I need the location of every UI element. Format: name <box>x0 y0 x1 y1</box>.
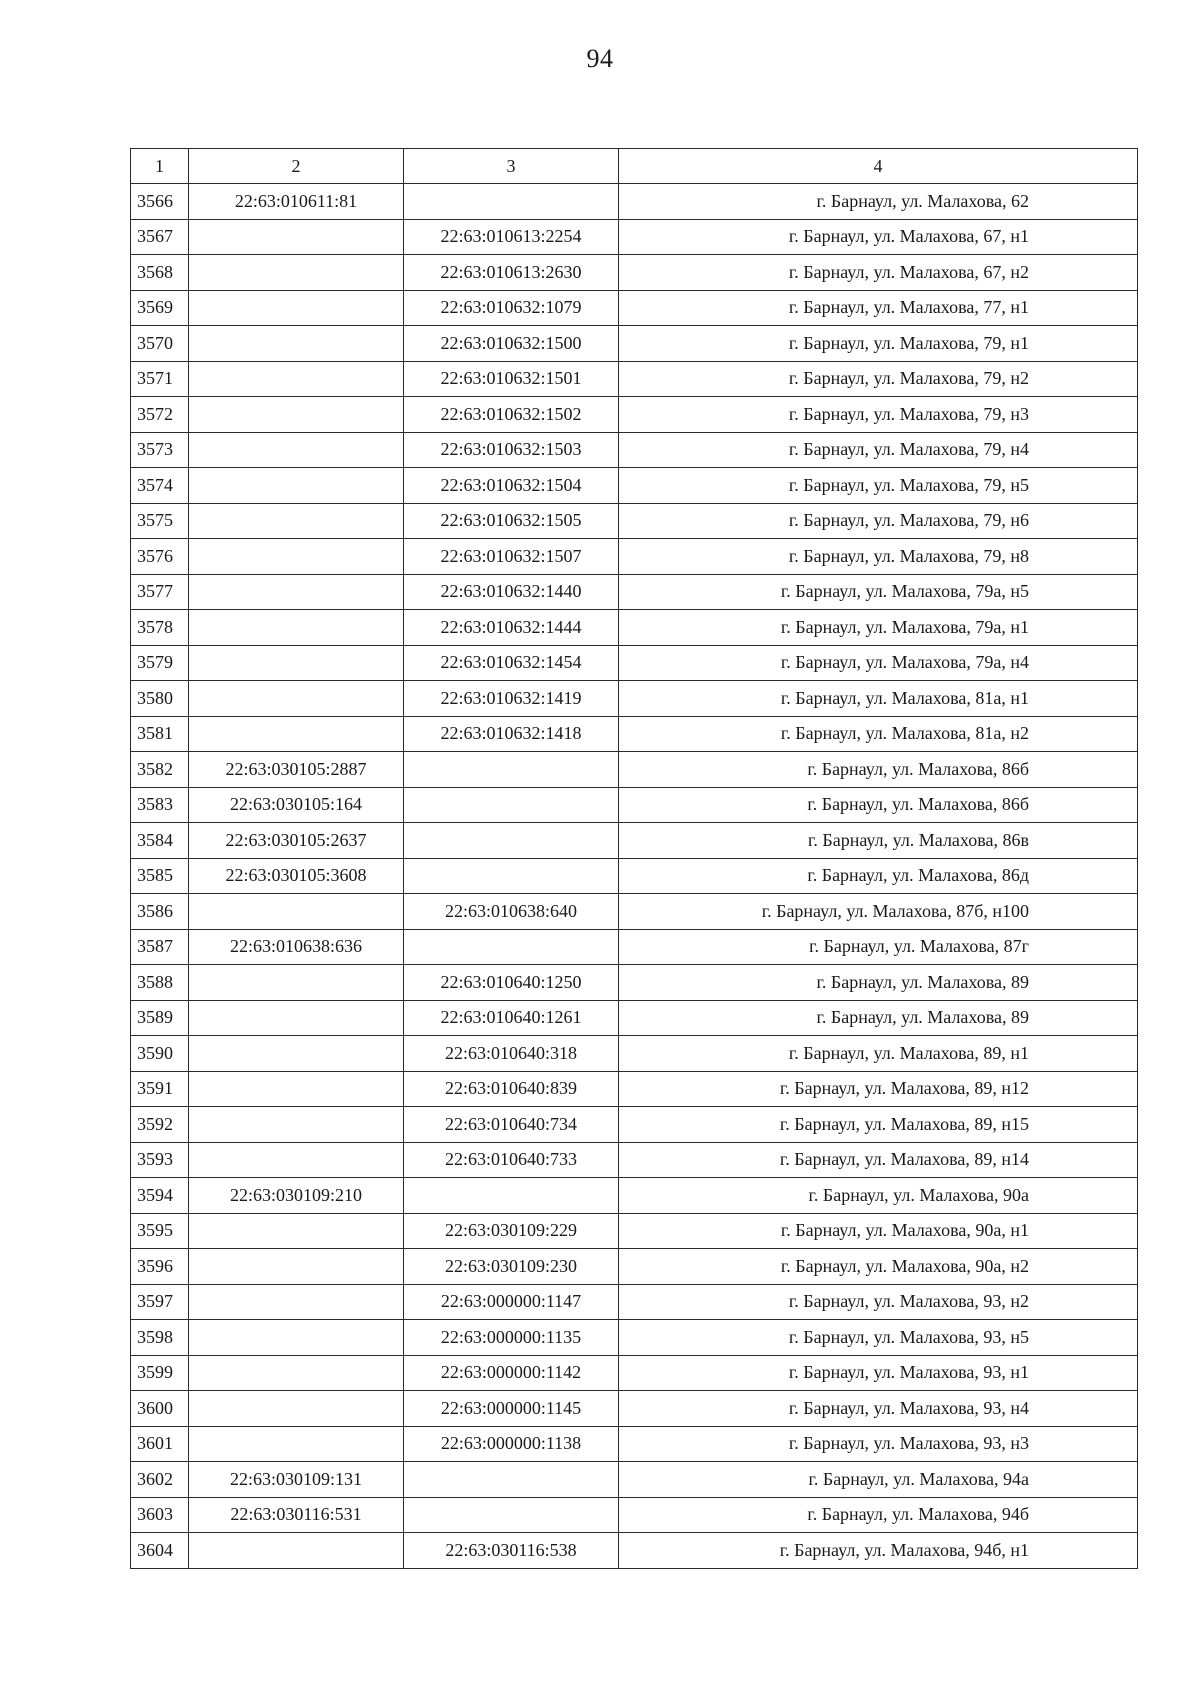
address-cell: г. Барнаул, ул. Малахова, 89 <box>619 965 1138 1001</box>
address-cell: г. Барнаул, ул. Малахова, 93, н4 <box>619 1391 1138 1427</box>
land-cadastral-number-cell <box>189 219 404 255</box>
address-cell: г. Барнаул, ул. Малахова, 89, н15 <box>619 1107 1138 1143</box>
table-row <box>131 681 1138 717</box>
table-row <box>131 1284 1138 1320</box>
land-cadastral-number-cell <box>189 965 404 1001</box>
object-cadastral-number-cell: 22:63:000000:1135 <box>404 1320 619 1356</box>
row-number-cell: 3590 <box>131 1036 189 1072</box>
address-cell: г. Барнаул, ул. Малахова, 86б <box>619 787 1138 823</box>
column-header-1: 1 <box>131 149 189 184</box>
address-cell: г. Барнаул, ул. Малахова, 79, н3 <box>619 397 1138 433</box>
table-row <box>131 1107 1138 1143</box>
row-number-cell: 3578 <box>131 610 189 646</box>
row-number-cell: 3598 <box>131 1320 189 1356</box>
land-cadastral-number-cell: 22:63:030109:131 <box>189 1462 404 1498</box>
object-cadastral-number-cell: 22:63:030109:229 <box>404 1213 619 1249</box>
object-cadastral-number-cell: 22:63:010632:1419 <box>404 681 619 717</box>
table-row <box>131 1142 1138 1178</box>
table-row <box>131 1249 1138 1285</box>
object-cadastral-number-cell: 22:63:010638:640 <box>404 894 619 930</box>
object-cadastral-number-cell: 22:63:010632:1507 <box>404 539 619 575</box>
object-cadastral-number-cell: 22:63:010640:1250 <box>404 965 619 1001</box>
land-cadastral-number-cell <box>189 1213 404 1249</box>
object-cadastral-number-cell <box>404 787 619 823</box>
land-cadastral-number-cell: 22:63:030109:210 <box>189 1178 404 1214</box>
address-cell: г. Барнаул, ул. Малахова, 86д <box>619 858 1138 894</box>
table-row <box>131 219 1138 255</box>
land-cadastral-number-cell <box>189 255 404 291</box>
table-row <box>131 752 1138 788</box>
land-cadastral-number-cell <box>189 1391 404 1427</box>
row-number-cell: 3586 <box>131 894 189 930</box>
row-number-cell: 3585 <box>131 858 189 894</box>
land-cadastral-number-cell <box>189 1107 404 1143</box>
table-row <box>131 1355 1138 1391</box>
table-body <box>131 184 1138 1569</box>
table-row <box>131 184 1138 220</box>
page-number: 94 <box>586 44 614 73</box>
object-cadastral-number-cell: 22:63:000000:1147 <box>404 1284 619 1320</box>
row-number-cell: 3604 <box>131 1533 189 1569</box>
table-row <box>131 1533 1138 1569</box>
table-row <box>131 1000 1138 1036</box>
row-number-cell: 3599 <box>131 1355 189 1391</box>
row-number-cell: 3593 <box>131 1142 189 1178</box>
land-cadastral-number-cell <box>189 1355 404 1391</box>
address-cell: г. Барнаул, ул. Малахова, 94б, н1 <box>619 1533 1138 1569</box>
object-cadastral-number-cell: 22:63:030116:538 <box>404 1533 619 1569</box>
land-cadastral-number-cell <box>189 1071 404 1107</box>
object-cadastral-number-cell: 22:63:010632:1079 <box>404 290 619 326</box>
address-cell: г. Барнаул, ул. Малахова, 79а, н1 <box>619 610 1138 646</box>
row-number-cell: 3594 <box>131 1178 189 1214</box>
object-cadastral-number-cell <box>404 1462 619 1498</box>
object-cadastral-number-cell: 22:63:010632:1503 <box>404 432 619 468</box>
table-row <box>131 574 1138 610</box>
land-cadastral-number-cell <box>189 326 404 362</box>
table-row <box>131 468 1138 504</box>
address-cell: г. Барнаул, ул. Малахова, 93, н2 <box>619 1284 1138 1320</box>
address-cell: г. Барнаул, ул. Малахова, 86б <box>619 752 1138 788</box>
land-cadastral-number-cell <box>189 681 404 717</box>
row-number-cell: 3602 <box>131 1462 189 1498</box>
table-row <box>131 290 1138 326</box>
object-cadastral-number-cell: 22:63:010632:1454 <box>404 645 619 681</box>
land-cadastral-number-cell <box>189 397 404 433</box>
object-cadastral-number-cell: 22:63:030109:230 <box>404 1249 619 1285</box>
address-cell: г. Барнаул, ул. Малахова, 93, н5 <box>619 1320 1138 1356</box>
land-cadastral-number-cell: 22:63:030105:164 <box>189 787 404 823</box>
table-row <box>131 1071 1138 1107</box>
address-cell: г. Барнаул, ул. Малахова, 77, н1 <box>619 290 1138 326</box>
object-cadastral-number-cell: 22:63:010632:1501 <box>404 361 619 397</box>
address-cell: г. Барнаул, ул. Малахова, 79а, н5 <box>619 574 1138 610</box>
address-cell: г. Барнаул, ул. Малахова, 79, н2 <box>619 361 1138 397</box>
land-cadastral-number-cell <box>189 894 404 930</box>
land-cadastral-number-cell <box>189 1142 404 1178</box>
object-cadastral-number-cell: 22:63:010640:318 <box>404 1036 619 1072</box>
land-cadastral-number-cell: 22:63:030105:2887 <box>189 752 404 788</box>
land-cadastral-number-cell <box>189 503 404 539</box>
address-cell: г. Барнаул, ул. Малахова, 90а <box>619 1178 1138 1214</box>
object-cadastral-number-cell: 22:63:010632:1418 <box>404 716 619 752</box>
land-cadastral-number-cell: 22:63:030116:531 <box>189 1497 404 1533</box>
table-row <box>131 539 1138 575</box>
address-cell: г. Барнаул, ул. Малахова, 89 <box>619 1000 1138 1036</box>
land-cadastral-number-cell: 22:63:010638:636 <box>189 929 404 965</box>
row-number-cell: 3576 <box>131 539 189 575</box>
land-cadastral-number-cell <box>189 468 404 504</box>
object-cadastral-number-cell: 22:63:010632:1444 <box>404 610 619 646</box>
land-cadastral-number-cell: 22:63:030105:3608 <box>189 858 404 894</box>
table-row <box>131 432 1138 468</box>
land-cadastral-number-cell <box>189 361 404 397</box>
address-cell: г. Барнаул, ул. Малахова, 67, н1 <box>619 219 1138 255</box>
address-cell: г. Барнаул, ул. Малахова, 89, н12 <box>619 1071 1138 1107</box>
land-cadastral-number-cell <box>189 716 404 752</box>
table-row <box>131 1320 1138 1356</box>
table-row <box>131 965 1138 1001</box>
object-cadastral-number-cell <box>404 1178 619 1214</box>
address-cell: г. Барнаул, ул. Малахова, 93, н1 <box>619 1355 1138 1391</box>
object-cadastral-number-cell: 22:63:010640:1261 <box>404 1000 619 1036</box>
row-number-cell: 3584 <box>131 823 189 859</box>
row-number-cell: 3567 <box>131 219 189 255</box>
table-row <box>131 716 1138 752</box>
table-row <box>131 1178 1138 1214</box>
address-cell: г. Барнаул, ул. Малахова, 93, н3 <box>619 1426 1138 1462</box>
table-row <box>131 610 1138 646</box>
land-cadastral-number-cell <box>189 290 404 326</box>
row-number-cell: 3581 <box>131 716 189 752</box>
table-row <box>131 929 1138 965</box>
address-cell: г. Барнаул, ул. Малахова, 89, н1 <box>619 1036 1138 1072</box>
table-row <box>131 361 1138 397</box>
table-row <box>131 823 1138 859</box>
row-number-cell: 3603 <box>131 1497 189 1533</box>
object-cadastral-number-cell: 22:63:010632:1505 <box>404 503 619 539</box>
object-cadastral-number-cell: 22:63:010613:2630 <box>404 255 619 291</box>
address-cell: г. Барнаул, ул. Малахова, 67, н2 <box>619 255 1138 291</box>
row-number-cell: 3597 <box>131 1284 189 1320</box>
object-cadastral-number-cell: 22:63:010632:1500 <box>404 326 619 362</box>
row-number-cell: 3580 <box>131 681 189 717</box>
address-cell: г. Барнаул, ул. Малахова, 90а, н2 <box>619 1249 1138 1285</box>
row-number-cell: 3571 <box>131 361 189 397</box>
column-header-3: 3 <box>404 149 619 184</box>
table-row <box>131 1391 1138 1427</box>
column-header-2: 2 <box>189 149 404 184</box>
row-number-cell: 3568 <box>131 255 189 291</box>
row-number-cell: 3573 <box>131 432 189 468</box>
land-cadastral-number-cell: 22:63:030105:2637 <box>189 823 404 859</box>
address-cell: г. Барнаул, ул. Малахова, 62 <box>619 184 1138 220</box>
row-number-cell: 3582 <box>131 752 189 788</box>
address-cell: г. Барнаул, ул. Малахова, 94б <box>619 1497 1138 1533</box>
table-row <box>131 255 1138 291</box>
row-number-cell: 3570 <box>131 326 189 362</box>
row-number-cell: 3591 <box>131 1071 189 1107</box>
object-cadastral-number-cell: 22:63:000000:1138 <box>404 1426 619 1462</box>
table-row <box>131 397 1138 433</box>
address-cell: г. Барнаул, ул. Малахова, 79, н1 <box>619 326 1138 362</box>
address-cell: г. Барнаул, ул. Малахова, 81а, н2 <box>619 716 1138 752</box>
address-cell: г. Барнаул, ул. Малахова, 89, н14 <box>619 1142 1138 1178</box>
table-row <box>131 858 1138 894</box>
address-cell: г. Барнаул, ул. Малахова, 81а, н1 <box>619 681 1138 717</box>
object-cadastral-number-cell: 22:63:010640:734 <box>404 1107 619 1143</box>
table-row <box>131 1497 1138 1533</box>
land-cadastral-number-cell <box>189 1533 404 1569</box>
row-number-cell: 3588 <box>131 965 189 1001</box>
land-cadastral-number-cell <box>189 1000 404 1036</box>
land-cadastral-number-cell <box>189 1320 404 1356</box>
row-number-cell: 3587 <box>131 929 189 965</box>
land-cadastral-number-cell <box>189 574 404 610</box>
object-cadastral-number-cell: 22:63:010613:2254 <box>404 219 619 255</box>
address-cell: г. Барнаул, ул. Малахова, 79, н8 <box>619 539 1138 575</box>
address-cell: г. Барнаул, ул. Малахова, 90а, н1 <box>619 1213 1138 1249</box>
row-number-cell: 3579 <box>131 645 189 681</box>
address-cell: г. Барнаул, ул. Малахова, 79а, н4 <box>619 645 1138 681</box>
table-row <box>131 503 1138 539</box>
land-cadastral-number-cell <box>189 1249 404 1285</box>
object-cadastral-number-cell <box>404 823 619 859</box>
table-row <box>131 326 1138 362</box>
row-number-cell: 3589 <box>131 1000 189 1036</box>
row-number-cell: 3595 <box>131 1213 189 1249</box>
land-cadastral-number-cell <box>189 432 404 468</box>
object-cadastral-number-cell: 22:63:010632:1502 <box>404 397 619 433</box>
row-number-cell: 3574 <box>131 468 189 504</box>
address-cell: г. Барнаул, ул. Малахова, 86в <box>619 823 1138 859</box>
object-cadastral-number-cell <box>404 929 619 965</box>
land-cadastral-number-cell <box>189 1036 404 1072</box>
row-number-cell: 3572 <box>131 397 189 433</box>
row-number-cell: 3577 <box>131 574 189 610</box>
object-cadastral-number-cell: 22:63:010640:839 <box>404 1071 619 1107</box>
row-number-cell: 3601 <box>131 1426 189 1462</box>
table-row <box>131 1036 1138 1072</box>
address-cell: г. Барнаул, ул. Малахова, 87б, н100 <box>619 894 1138 930</box>
object-cadastral-number-cell: 22:63:010632:1440 <box>404 574 619 610</box>
address-cell: г. Барнаул, ул. Малахова, 87г <box>619 929 1138 965</box>
address-cell: г. Барнаул, ул. Малахова, 94а <box>619 1462 1138 1498</box>
registry-table <box>130 148 1138 1569</box>
object-cadastral-number-cell: 22:63:010632:1504 <box>404 468 619 504</box>
land-cadastral-number-cell <box>189 1426 404 1462</box>
object-cadastral-number-cell <box>404 184 619 220</box>
row-number-cell: 3592 <box>131 1107 189 1143</box>
land-cadastral-number-cell <box>189 539 404 575</box>
table-row <box>131 1462 1138 1498</box>
object-cadastral-number-cell: 22:63:010640:733 <box>404 1142 619 1178</box>
land-cadastral-number-cell <box>189 1284 404 1320</box>
header-row <box>131 149 1138 184</box>
row-number-cell: 3575 <box>131 503 189 539</box>
table-header <box>131 149 1138 184</box>
row-number-cell: 3566 <box>131 184 189 220</box>
land-cadastral-number-cell <box>189 645 404 681</box>
address-cell: г. Барнаул, ул. Малахова, 79, н5 <box>619 468 1138 504</box>
object-cadastral-number-cell: 22:63:000000:1142 <box>404 1355 619 1391</box>
row-number-cell: 3583 <box>131 787 189 823</box>
object-cadastral-number-cell <box>404 858 619 894</box>
address-cell: г. Барнаул, ул. Малахова, 79, н6 <box>619 503 1138 539</box>
table-row <box>131 1213 1138 1249</box>
object-cadastral-number-cell: 22:63:000000:1145 <box>404 1391 619 1427</box>
table-row <box>131 1426 1138 1462</box>
object-cadastral-number-cell <box>404 1497 619 1533</box>
address-cell: г. Барнаул, ул. Малахова, 79, н4 <box>619 432 1138 468</box>
land-cadastral-number-cell <box>189 610 404 646</box>
land-cadastral-number-cell: 22:63:010611:81 <box>189 184 404 220</box>
row-number-cell: 3569 <box>131 290 189 326</box>
object-cadastral-number-cell <box>404 752 619 788</box>
table-row <box>131 645 1138 681</box>
table-row <box>131 894 1138 930</box>
row-number-cell: 3600 <box>131 1391 189 1427</box>
column-header-4: 4 <box>619 149 1138 184</box>
row-number-cell: 3596 <box>131 1249 189 1285</box>
table-row <box>131 787 1138 823</box>
